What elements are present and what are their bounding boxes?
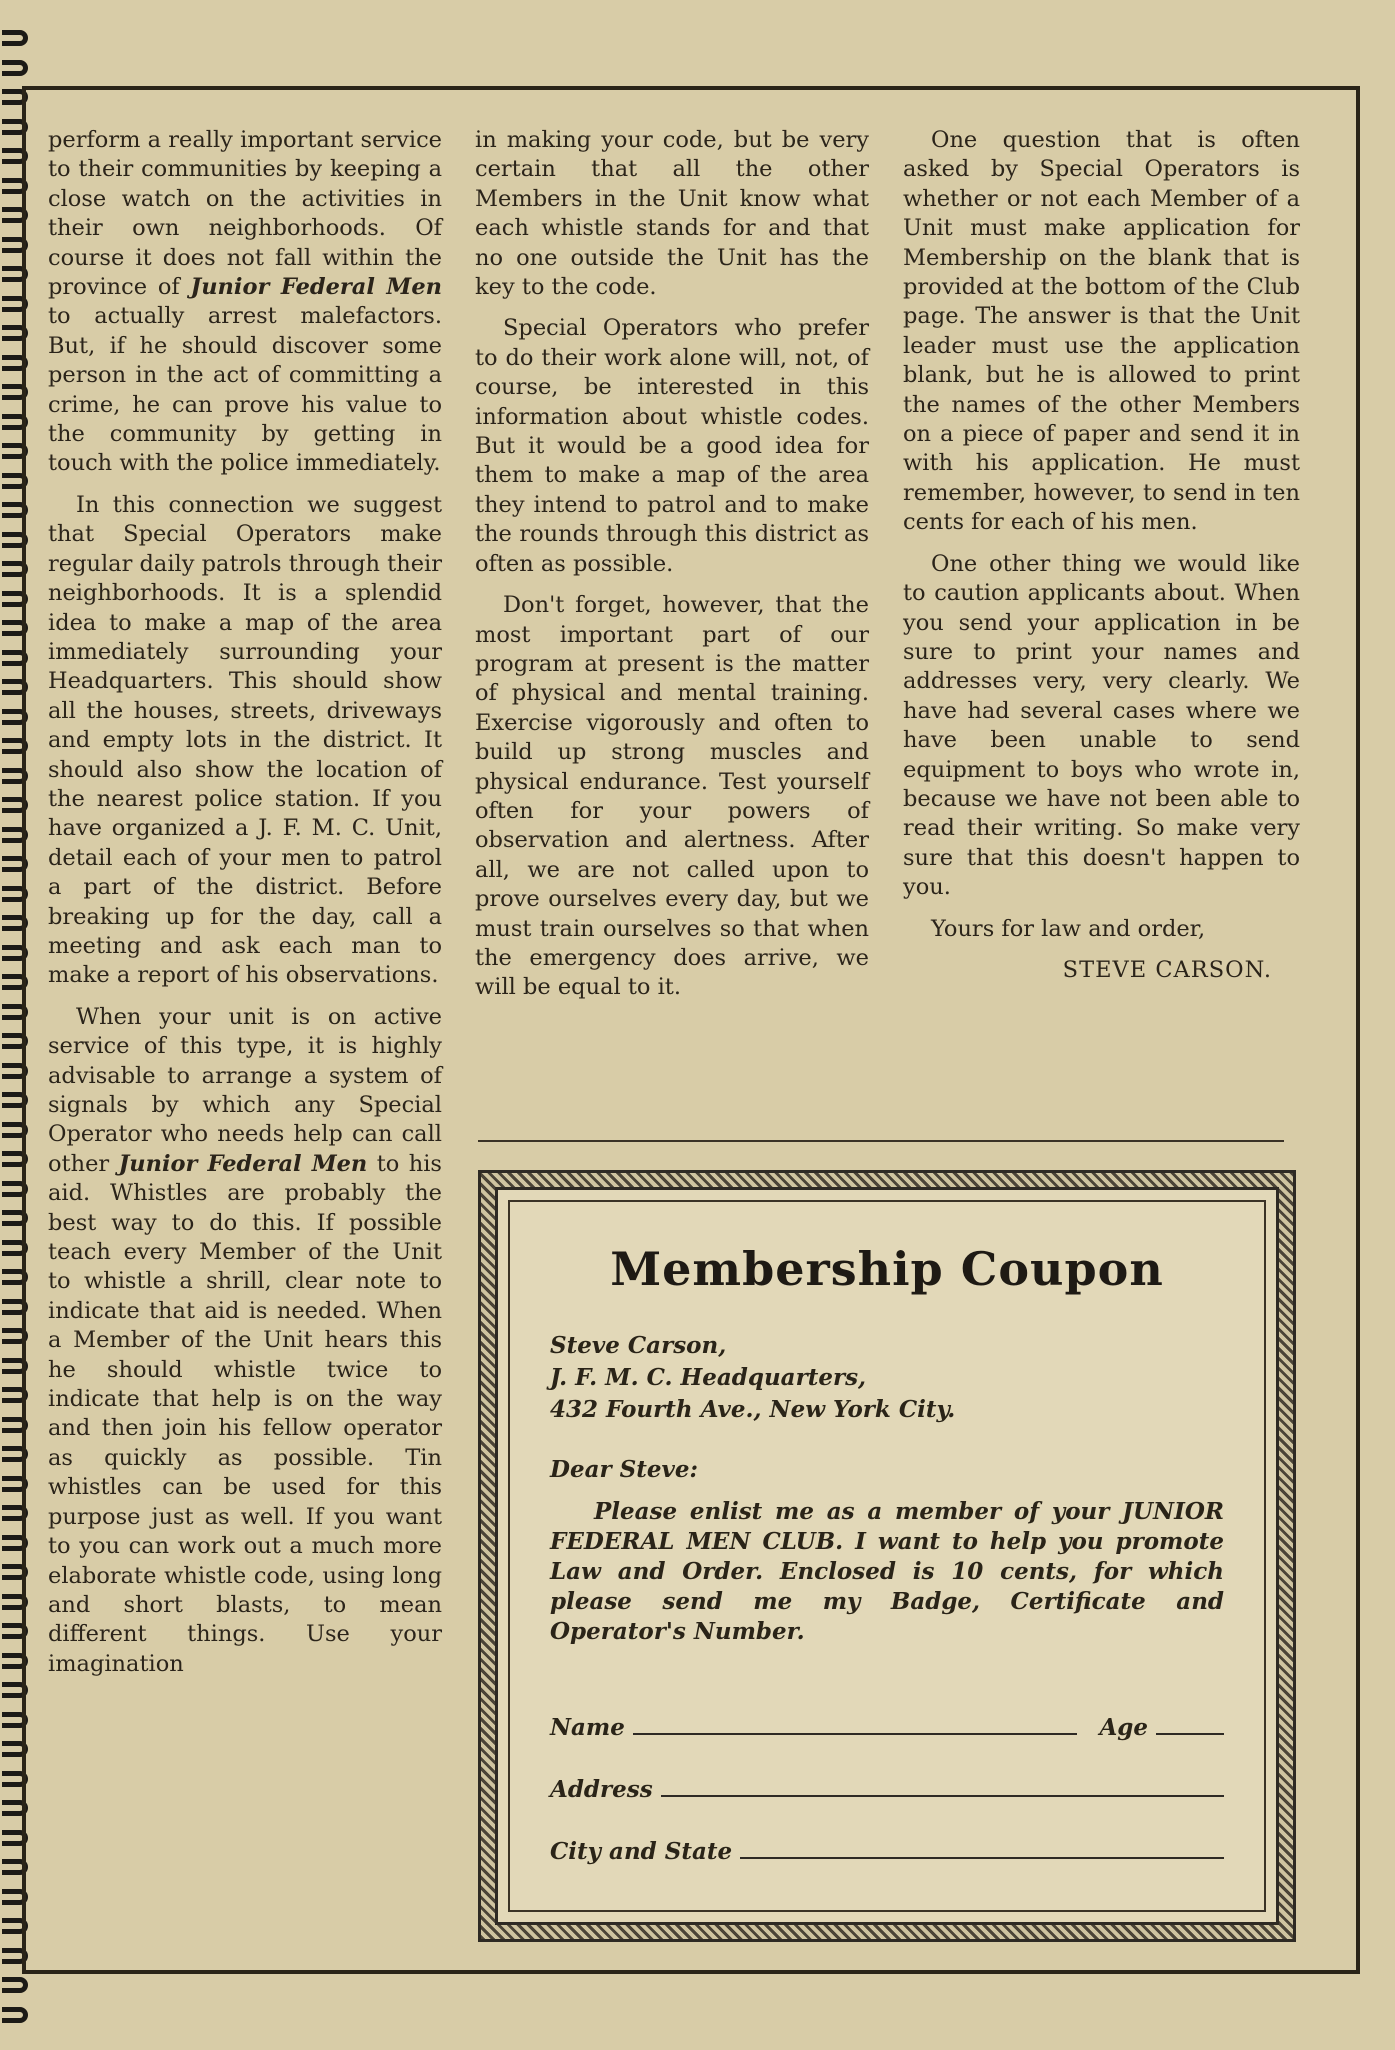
paragraph: One other thing we would like to caution applicants about. When you send your application in be sure to print your names and addresses very, very clearly. We have had several cases where we have been unable to send equipment to boys who wrote in, because we have not been able to read their writing. So make very sure that this doesn't happen to you. bbox=[903, 550, 1300, 901]
addressee-line: J. F. M. C. Headquarters, bbox=[550, 1364, 867, 1391]
city-state-field[interactable] bbox=[550, 1817, 1224, 1865]
address-blank[interactable] bbox=[661, 1791, 1224, 1797]
paragraph: Special Operators who prefer to do their work alone will, not, of course, be interested in this information about whistle codes. But it would be a good idea for them to make a map of the area they intend to patrol and to make the rounds through this district as often as possible. bbox=[475, 315, 869, 577]
age-label: Age bbox=[1099, 1714, 1148, 1741]
binding-loop bbox=[2, 1977, 28, 1993]
name-blank[interactable] bbox=[633, 1729, 1078, 1735]
address-label: Address bbox=[550, 1776, 653, 1803]
coupon-title: Membership Coupon bbox=[610, 1242, 1164, 1296]
binding-loop bbox=[2, 30, 28, 46]
membership-coupon bbox=[478, 1170, 1296, 1942]
article-column-2 bbox=[475, 126, 869, 1015]
paragraph: When your unit is on active service of this type, it is highly advisable to arrange a system of signals by which any Special Operator who needs help can call other Junior Federal Men to his aid. Whistles are probably the best way to do this. If possible teach every Member of the Unit to whistle a shrill, clear note to indicate that aid is needed. When a Member of the Unit hears this he should whistle twice to indicate that help is on the way and then join his fellow operator as quickly as possible. Tin whistles can be used for this purpose just as well. If you want to you can work out a much more elaborate whistle code, using long and short blasts, to mean different things. Use your imagination bbox=[48, 1003, 442, 1677]
paragraph: In this connection we suggest that Special Operators make regular daily patrols through their neighborhoods. It is a splendid idea to make a map of the area immediately surrounding your Headquarters. This should show all the houses, streets, driveways and empty lots in the district. It should also show the location of the nearest police station. If you have organized a J. F. M. C. Unit, detail each of your men to patrol a part of the district. Before breaking up for the day, call a meeting and ask each man to make a report of his observations. bbox=[48, 491, 442, 989]
address-field[interactable] bbox=[550, 1755, 1224, 1803]
coupon-form bbox=[550, 1693, 1224, 1865]
addressee-line: Steve Carson, bbox=[550, 1332, 727, 1359]
divider bbox=[478, 1140, 1284, 1142]
closing-line: Yours for law and order, bbox=[931, 915, 1206, 942]
paragraph: One question that is often asked by Special Operators is whether or not each Member of a Unit must make application for Membership on the blank that is provided at the bottom of the Club page. The answer is that the Unit leader must use the application blank, but he is allowed to print the names of the other Members on a piece of paper and send it in with his application. He must remember, however, to send in ten cents for each of his men. bbox=[903, 127, 1300, 536]
city-state-blank[interactable] bbox=[740, 1853, 1224, 1859]
age-blank[interactable] bbox=[1156, 1729, 1224, 1735]
article-column-1 bbox=[48, 126, 442, 1691]
paragraph: perform a really important service to their communities by keeping a close watch on the activities in their own neighborhoods. Of course it does not fall within the province of Junior Federal Men to actually arrest malefactors. But, if he should discover some person in the act of committing a crime, he can prove his value to the community by getting in touch with the police immediately. bbox=[48, 127, 442, 477]
coupon-body-text: Please enlist me as a member of your JUNIOR FEDERAL MEN CLUB. I want to help you promote Law and Order. Enclosed is 10 cents, for which please send me my Badge, Certificate and Operator's Number. bbox=[550, 1498, 1224, 1645]
article-column-3 bbox=[903, 126, 1300, 985]
salutation: Dear Steve: bbox=[550, 1456, 698, 1483]
coupon-body bbox=[508, 1200, 1266, 1912]
city-state-label: City and State bbox=[550, 1838, 733, 1865]
coupon-inner-border bbox=[495, 1187, 1279, 1925]
paragraph: in making your code, but be very certain that all the other Members in the Unit know what each whistle stands for and that no one outside the Unit has the key to the code. bbox=[475, 127, 869, 301]
addressee-line: 432 Fourth Ave., New York City. bbox=[550, 1396, 956, 1423]
name-field[interactable] bbox=[550, 1693, 1224, 1741]
name-label: Name bbox=[550, 1714, 625, 1741]
binding-loop bbox=[2, 2007, 28, 2023]
signature: STEVE CARSON. bbox=[1062, 956, 1272, 983]
binding-loop bbox=[2, 60, 28, 76]
paragraph: Don't forget, however, that the most important part of our program at present is the matter of physical and mental training. Exercise vigorously and often to build up strong muscles and physical endurance. Test yourself often for your powers of observation and alertness. After all, we are not called upon to prove ourselves every day, but we must train ourselves so that when the emergency does arrive, we will be equal to it. bbox=[475, 592, 869, 1001]
